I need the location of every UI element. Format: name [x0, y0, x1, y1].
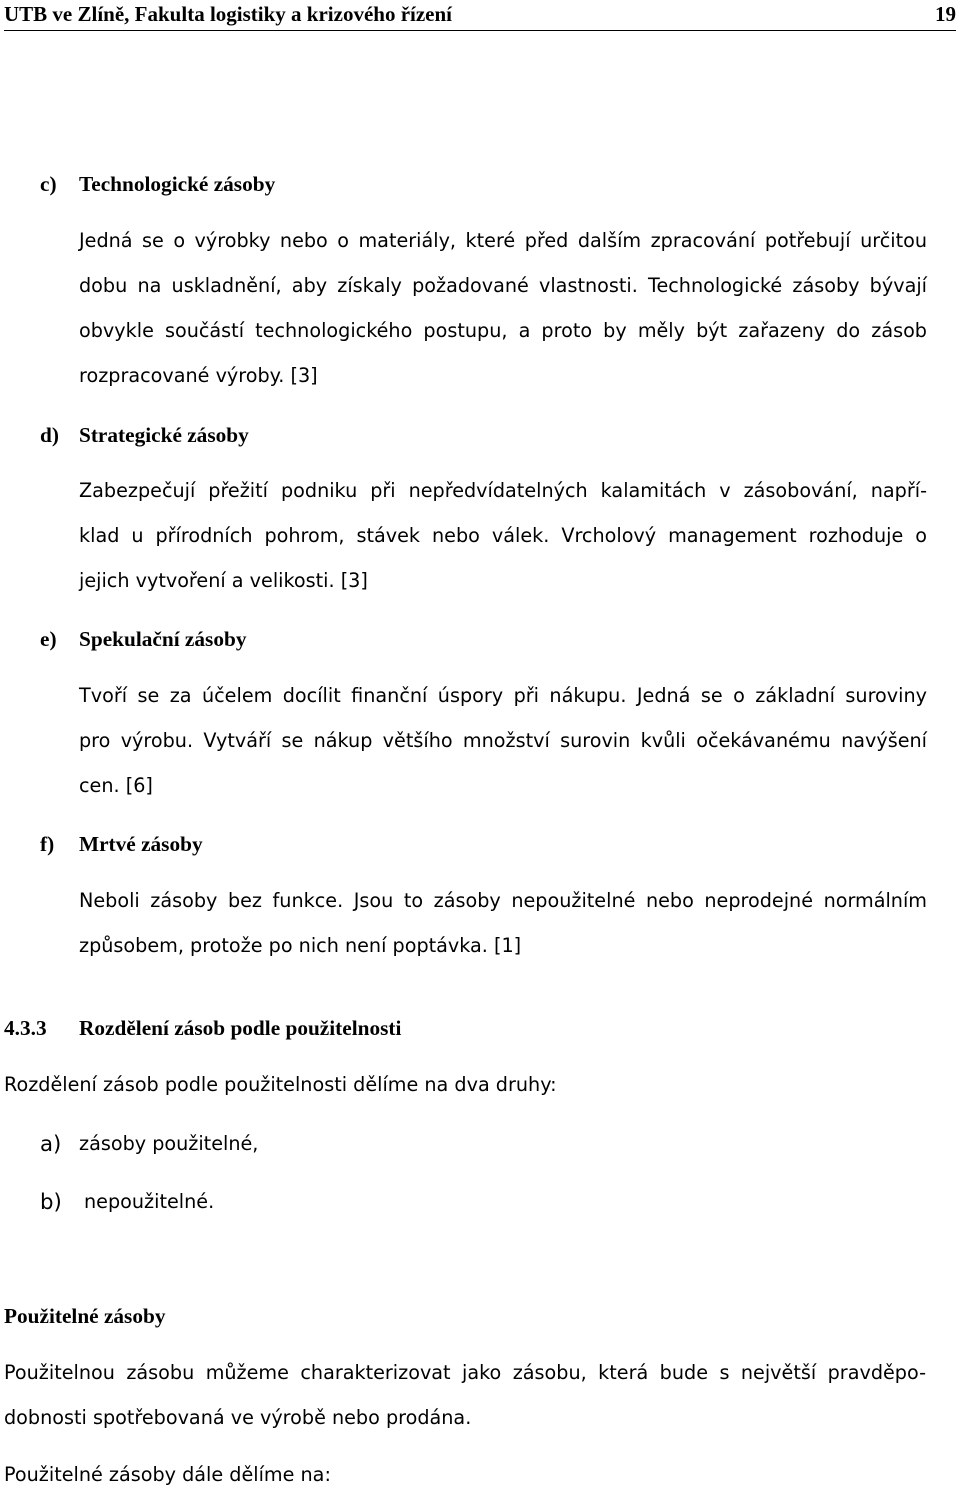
- item-f-line-1: Neboli zásoby bez funkce. Jsou to zásoby nepoužitelné nebo neprodejné normálním: [79, 889, 927, 912]
- item-c-line-4: rozpracované výroby. [3]: [79, 364, 318, 387]
- item-f-title: Mrtvé zásoby: [79, 832, 203, 856]
- list-item-b-text: nepoužitelné.: [84, 1190, 215, 1213]
- item-c-line-1: Jedná se o výrobky nebo o materiály, které před dalším zpracování potřebují určitou: [79, 229, 927, 252]
- item-e-title: Spekulační zásoby: [79, 627, 247, 651]
- item-e-marker: e): [40, 627, 57, 651]
- section-number: 4.3.3: [4, 1016, 47, 1040]
- item-e-line-2: pro výrobu. Vytváří se nákup většího množství surovin kvůli očekávanému navýšení: [79, 729, 927, 752]
- header-title: UTB ve Zlíně, Fakulta logistiky a krizového řízení: [4, 2, 453, 26]
- item-f-marker: f): [40, 832, 55, 856]
- item-d-title: Strategické zásoby: [79, 423, 249, 447]
- item-e-line-1: Tvoří se za účelem docílit finanční úspory při nákupu. Jedná se o základní suroviny: [79, 684, 927, 707]
- item-d-line-2: klad u přírodních pohrom, stávek nebo válek. Vrcholový management rozhoduje o: [79, 524, 927, 547]
- list-item-a-marker: a): [40, 1132, 62, 1157]
- item-d-marker: d): [40, 423, 59, 447]
- subsection-title: Použitelné zásoby: [4, 1304, 166, 1328]
- item-e-line-3: cen. [6]: [79, 774, 153, 797]
- item-c-title: Technologické zásoby: [79, 172, 276, 196]
- item-c-line-2: dobu na uskladnění, aby získaly požadované vlastnosti. Technologické zásoby bývají: [79, 274, 927, 297]
- item-c-marker: c): [40, 172, 57, 196]
- section-title: Rozdělení zásob podle použitelnosti: [79, 1016, 402, 1040]
- list-item-a-text: zásoby použitelné,: [79, 1132, 259, 1155]
- item-f-line-2: způsobem, protože po nich není poptávka. [1]: [79, 934, 522, 957]
- item-d-line-3: jejich vytvoření a velikosti. [3]: [79, 569, 368, 592]
- section-intro: Rozdělení zásob podle použitelnosti dělíme na dva druhy:: [4, 1073, 557, 1096]
- page-header: [4, 0, 956, 31]
- subsection-line-1: Použitelnou zásobu můžeme charakterizovat jako zásobu, která bude s největší pravděpo-: [4, 1361, 926, 1384]
- page-number: 19: [935, 2, 956, 26]
- item-d-line-1: Zabezpečují přežití podniku při nepředvídatelných kalamitách v zásobování, napří-: [79, 479, 927, 502]
- subsection-closing: Použitelné zásoby dále dělíme na:: [4, 1463, 331, 1486]
- item-c-line-3: obvykle součástí technologického postupu, a proto by měly být zařazeny do zásob: [79, 319, 927, 342]
- subsection-line-2: dobnosti spotřebovaná ve výrobě nebo prodána.: [4, 1406, 472, 1429]
- list-item-b-marker: b): [40, 1190, 62, 1215]
